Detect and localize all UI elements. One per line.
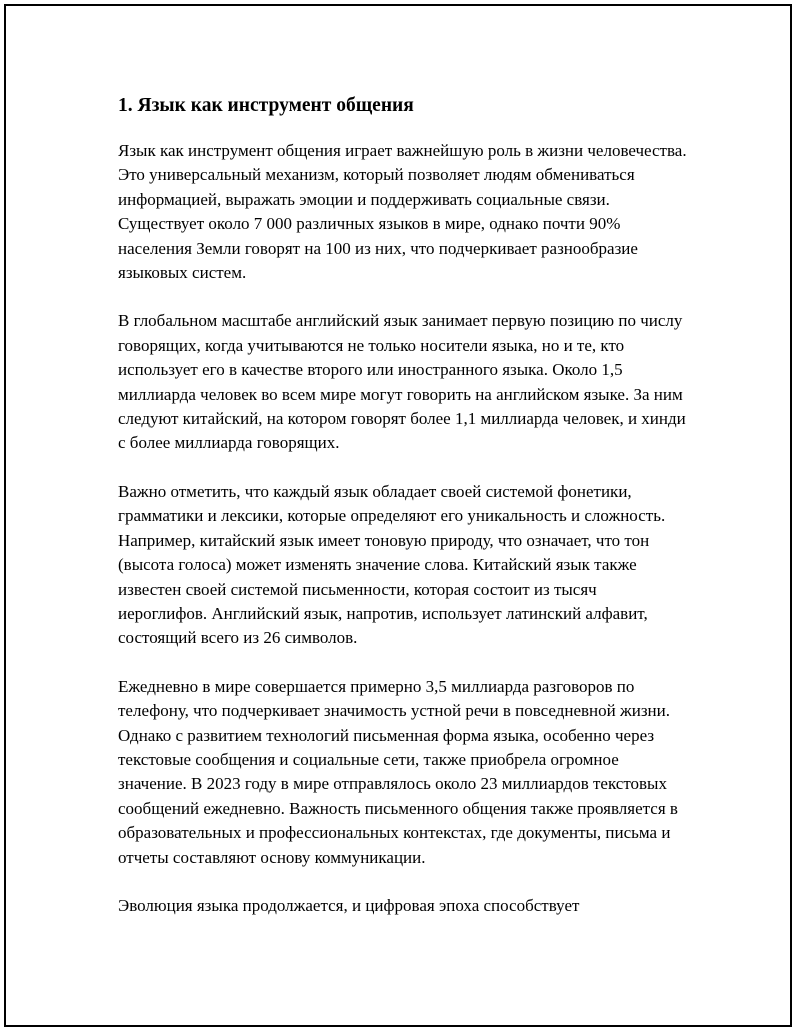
paragraph-4: Ежедневно в мире совершается примерно 3,5 миллиарда разговоров по телефону, что подчеркивает значимость устной речи в повседневной жизни. Однако с развитием технологий письменная форма языка, особенно через текстовые сообщения и социальные сети, также приобрела огромное значение. В 2023 году в мире отправлялось около 23 миллиардов текстовых сообщений ежедневно. Важность письменного общения также проявляется в образовательных и профессиональных контекстах, где документы, письма и отчеты составляют основу коммуникации. [118,676,678,867]
paragraph-1: Язык как инструмент общения играет важнейшую роль в жизни человечества. Это универсальный механизм, который позволяет людям обмениваться информацией, выражать эмоции и поддерживать социальные связи. Существует около 7 000 различных языков в мире, однако почти 90% населения Земли говорят на 100 из них, что подчеркивает разнообразие языковых систем. [118,141,687,283]
document-body [118,93,688,942]
section-heading: 1. Язык как инструмент общения [118,95,414,116]
paragraph-2: В глобальном масштабе английский язык занимает первую позицию по числу говорящих, когда учитываются не только носители языка, но и те, кто использует его в качестве второго или иностранного языка. Около 1,5 миллиарда человек во всем мире могут говорить на английском языке. За ним следуют китайский, на котором говорят более 1,1 миллиарда человек, и хинди с более миллиарда говорящих. [118,311,686,453]
paragraph-5: Эволюция языка продолжается, и цифровая эпоха способствует [118,895,580,915]
paragraph-3: Важно отметить, что каждый язык обладает своей системой фонетики, грамматики и лексики, которые определяют его уникальность и сложность. Например, китайский язык имеет тоновую природу, что означает, что тон (высота голоса) может изменять значение слова. Китайский язык также известен своей системой письменности, которая состоит из тысяч иероглифов. Английский язык, напротив, использует латинский алфавит, состоящий всего из 26 символов. [118,481,666,648]
